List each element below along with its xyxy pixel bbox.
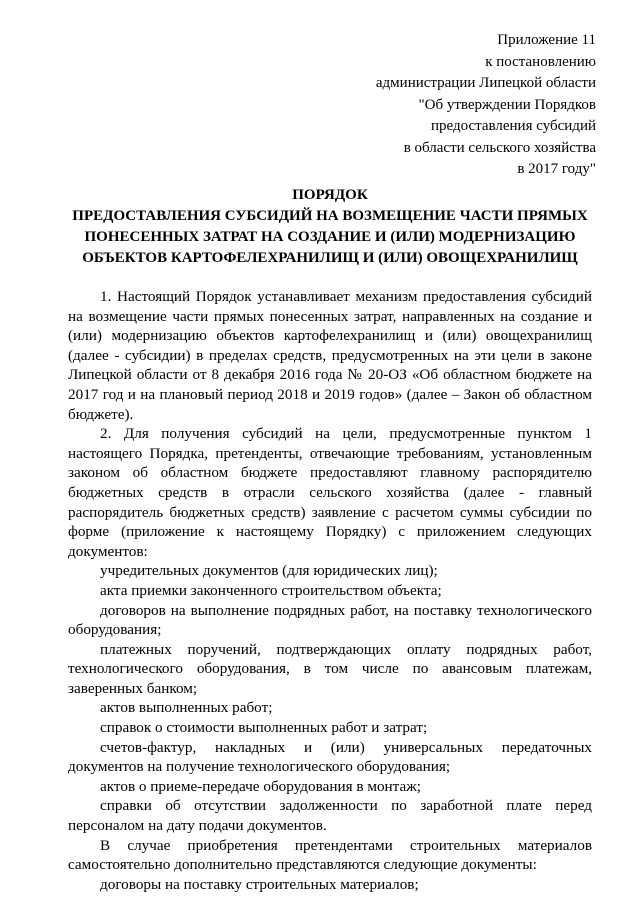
- document-list-item: акта приемки законченного строительством объекта;: [100, 581, 442, 599]
- document-list-item: справки об отсутствии задолженности по заработной плате перед персоналом на дату подачи документов.: [68, 797, 592, 835]
- appendix-line: в 2017 году": [517, 161, 596, 177]
- appendix-line: предоставления субсидий: [430, 118, 596, 134]
- appendix-line: "Об утверждении Порядков: [418, 96, 596, 113]
- document-list-item: справок о стоимости выполненных работ и затрат;: [100, 719, 428, 737]
- appendix-line: в области сельского хозяйства: [403, 139, 596, 156]
- document-list-item: счетов-фактур, накладных и (или) универсальных передаточных документов на получение технологического оборудования;: [68, 738, 592, 776]
- document-list-item: актов о приеме-передаче оборудования в монтаж;: [100, 777, 421, 795]
- title-line: ПОРЯДОК: [292, 187, 368, 203]
- document-list-item: договоры на поставку строительных материалов;: [100, 875, 419, 893]
- document-list-item: платежных поручений, подтверждающих оплату подрядных работ, технологического оборудования, в том числе по авансовым платежам, заверенных банком;: [68, 640, 592, 697]
- document-list-item: договоров на выполнение подрядных работ, на поставку технологического оборудования;: [68, 601, 592, 639]
- document-title: [40, 185, 620, 269]
- document-list-item: учредительных документов (для юридических лиц);: [100, 562, 438, 580]
- title-line: ПОНЕСЕННЫХ ЗАТРАТ НА СОЗДАНИЕ И (ИЛИ) МОДЕРНИЗАЦИЮ: [84, 229, 576, 245]
- building-materials-paragraph: В случае приобретения претендентами строительных материалов самостоятельно дополнительно представляются следующие документы:: [68, 836, 592, 874]
- paragraph-2: 2. Для получения субсидий на цели, предусмотренные пунктом 1 настоящего Порядка, претенденты, отвечающие требованиям, установленным законом об областном бюджете предоставляют главному распорядителю бюджетных средств в отрасли сельского хозяйства (далее - главный распорядитель бюджетных средств) заявление с расчетом суммы субсидии по форме (приложение к настоящему Порядку) с приложением следующих документов:: [68, 425, 592, 560]
- title-line: ОБЪЕКТОВ КАРТОФЕЛЕХРАНИЛИЩ И (ИЛИ) ОВОЩЕХРАНИЛИЩ: [82, 250, 578, 266]
- document-list-item: актов выполненных работ;: [100, 699, 273, 717]
- appendix-block: [376, 30, 596, 181]
- document-body: [68, 287, 592, 894]
- appendix-line: администрации Липецкой области: [375, 75, 596, 91]
- paragraph-1: 1. Настоящий Порядок устанавливает механизм предоставления субсидий на возмещение части прямых понесенных затрат, направленных на создание и (или) модернизацию объектов картофелехранилищ и (или) овощехранилищ (далее - субсидии) в пределах средств, предусмотренных на эти цели в законе Липецкой области от 8 декабря 2016 года № 20-ОЗ «Об областном бюджете на 2017 год и на плановый период 2018 и 2019 годов» (далее – Закон об областном бюджете).: [68, 288, 592, 423]
- appendix-line: к постановлению: [485, 53, 596, 70]
- appendix-line: Приложение 11: [497, 32, 596, 48]
- title-line: ПРЕДОСТАВЛЕНИЯ СУБСИДИЙ НА ВОЗМЕЩЕНИЕ ЧАСТИ ПРЯМЫХ: [72, 208, 588, 224]
